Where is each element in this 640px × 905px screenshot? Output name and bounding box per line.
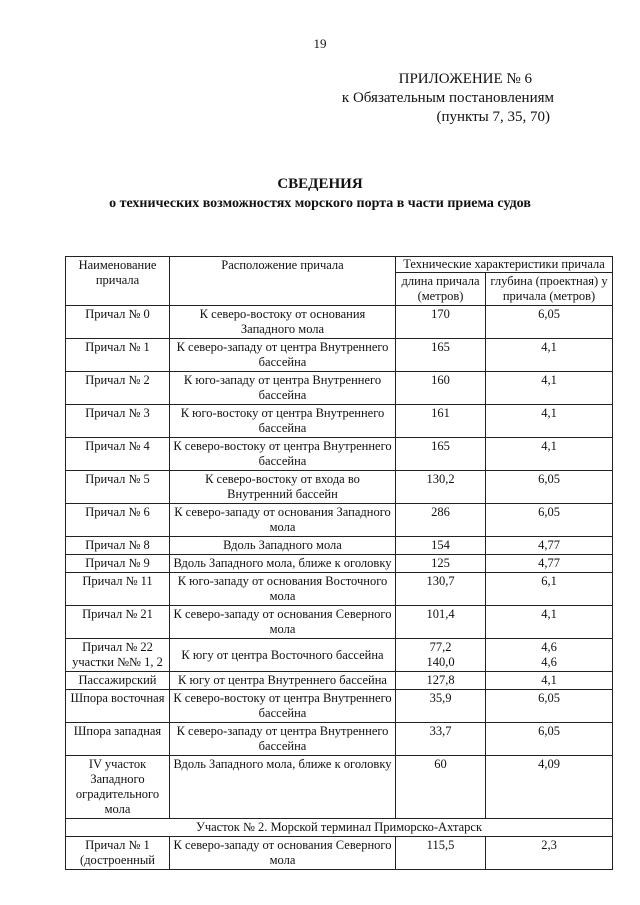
berth-length: 101,4	[396, 606, 486, 639]
berth-depth: 4,1	[486, 672, 613, 690]
header-tech-characteristics: Технические характеристики причала	[396, 257, 613, 273]
berth-location: К северо-востоку от центра Внутреннего бассейна	[170, 438, 396, 471]
table-row	[66, 438, 613, 471]
berth-location: К северо-востоку от центра Внутреннего бассейна	[170, 690, 396, 723]
berth-location: К югу от центра Восточного бассейна	[170, 639, 396, 672]
berth-name: Причал № 21	[66, 606, 170, 639]
header-length: длина причала (метров)	[396, 273, 486, 306]
berth-depth: 4,77	[486, 555, 613, 573]
berth-name: Причал № 22 участки №№ 1, 2	[66, 639, 170, 672]
berth-length: 127,8	[396, 672, 486, 690]
table-row	[66, 756, 613, 819]
berth-name: Причал № 1 (достроенный	[66, 837, 170, 870]
berth-depth: 4,77	[486, 537, 613, 555]
berth-length: 286	[396, 504, 486, 537]
berth-length	[396, 639, 486, 672]
berth-length: 160	[396, 372, 486, 405]
berth-length: 165	[396, 438, 486, 471]
berth-length: 35,9	[396, 690, 486, 723]
berth-name: Причал № 9	[66, 555, 170, 573]
berth-name: Пассажирский	[66, 672, 170, 690]
table-row	[66, 672, 613, 690]
table-row	[66, 471, 613, 504]
berth-location: К юго-западу от центра Внутреннего бассейна	[170, 372, 396, 405]
berth-location: К юго-востоку от центра Внутреннего бассейна	[170, 405, 396, 438]
berth-name: IV участок Западного оградительного мола	[66, 756, 170, 819]
berth-length: 125	[396, 555, 486, 573]
appendix-block	[294, 70, 554, 127]
berth-depth: 4,1	[486, 339, 613, 372]
berth-location: К северо-западу от центра Внутреннего бассейна	[170, 723, 396, 756]
berth-length: 165	[396, 339, 486, 372]
berth-location: Вдоль Западного мола	[170, 537, 396, 555]
table-row	[66, 606, 613, 639]
berth-location: К северо-западу от основания Западного мола	[170, 504, 396, 537]
berth-location: К северо-востоку от входа во Внутренний бассейн	[170, 471, 396, 504]
table-row	[66, 306, 613, 339]
header-berth-name: Наименование причала	[66, 257, 170, 306]
table-row	[66, 405, 613, 438]
berth-depth: 6,05	[486, 690, 613, 723]
header-location: Расположение причала	[170, 257, 396, 306]
berth-depth: 4,1	[486, 405, 613, 438]
berth-depth: 6,05	[486, 306, 613, 339]
berth-length: 60	[396, 756, 486, 819]
berth-name: Причал № 5	[66, 471, 170, 504]
berth-location: Вдоль Западного мола, ближе к оголовку	[170, 756, 396, 819]
berth-depth-part: 4,6	[541, 640, 557, 654]
berth-depth: 4,1	[486, 372, 613, 405]
berth-location: К юго-западу от основания Восточного мола	[170, 573, 396, 606]
berth-length: 154	[396, 537, 486, 555]
berth-depth: 6,1	[486, 573, 613, 606]
berth-length: 130,2	[396, 471, 486, 504]
berths-table	[65, 256, 613, 870]
document-title	[0, 175, 640, 213]
berth-length: 115,5	[396, 837, 486, 870]
berth-name: Причал № 0	[66, 306, 170, 339]
berth-length-part: 77,2	[429, 640, 452, 654]
berth-depth-part: 4,6	[541, 655, 557, 669]
appendix-reference: к Обязательным постановлениям	[341, 90, 554, 106]
appendix-points: (пункты 7, 35, 70)	[436, 109, 550, 125]
berth-name: Причал № 6	[66, 504, 170, 537]
header-depth: глубина (проектная) у причала (метров)	[486, 273, 613, 306]
berth-name: Шпора западная	[66, 723, 170, 756]
berth-length: 170	[396, 306, 486, 339]
table-row	[66, 537, 613, 555]
title-main: СВЕДЕНИЯ	[277, 176, 363, 192]
berth-location: К северо-западу от основания Северного мола	[170, 606, 396, 639]
berth-name: Причал № 8	[66, 537, 170, 555]
appendix-title: ПРИЛОЖЕНИЕ № 6	[398, 71, 532, 87]
berth-depth	[486, 639, 613, 672]
title-subtitle: о технических возможностях морского порта в части приема судов	[109, 196, 531, 211]
table-row	[66, 555, 613, 573]
section-heading: Участок № 2. Морской терминал Приморско-Ахтарск	[66, 819, 613, 837]
berth-name: Причал № 11	[66, 573, 170, 606]
berth-location: К югу от центра Внутреннего бассейна	[170, 672, 396, 690]
berth-location: К северо-западу от центра Внутреннего бассейна	[170, 339, 396, 372]
berth-length: 130,7	[396, 573, 486, 606]
berth-length: 33,7	[396, 723, 486, 756]
berth-name: Причал № 4	[66, 438, 170, 471]
table-row	[66, 690, 613, 723]
berth-length: 161	[396, 405, 486, 438]
table-row	[66, 723, 613, 756]
page-number: 19	[313, 36, 327, 51]
table-row	[66, 504, 613, 537]
table-row	[66, 639, 613, 672]
berth-name: Шпора восточная	[66, 690, 170, 723]
berth-depth: 4,09	[486, 756, 613, 819]
berth-length-part: 140,0	[426, 655, 455, 669]
berth-depth: 6,05	[486, 471, 613, 504]
berth-depth: 2,3	[486, 837, 613, 870]
berth-name: Причал № 3	[66, 405, 170, 438]
section-row	[66, 819, 613, 837]
berth-location: К северо-западу от основания Северного мола	[170, 837, 396, 870]
berth-depth: 6,05	[486, 504, 613, 537]
table-header	[66, 257, 613, 306]
berth-name: Причал № 1	[66, 339, 170, 372]
berth-name: Причал № 2	[66, 372, 170, 405]
table-row	[66, 837, 613, 870]
table-row	[66, 573, 613, 606]
berth-depth: 4,1	[486, 438, 613, 471]
berth-location: К северо-востоку от основания Западного мола	[170, 306, 396, 339]
table-row	[66, 339, 613, 372]
berth-location: Вдоль Западного мола, ближе к оголовку	[170, 555, 396, 573]
berth-depth: 4,1	[486, 606, 613, 639]
table-row	[66, 372, 613, 405]
berth-depth: 6,05	[486, 723, 613, 756]
